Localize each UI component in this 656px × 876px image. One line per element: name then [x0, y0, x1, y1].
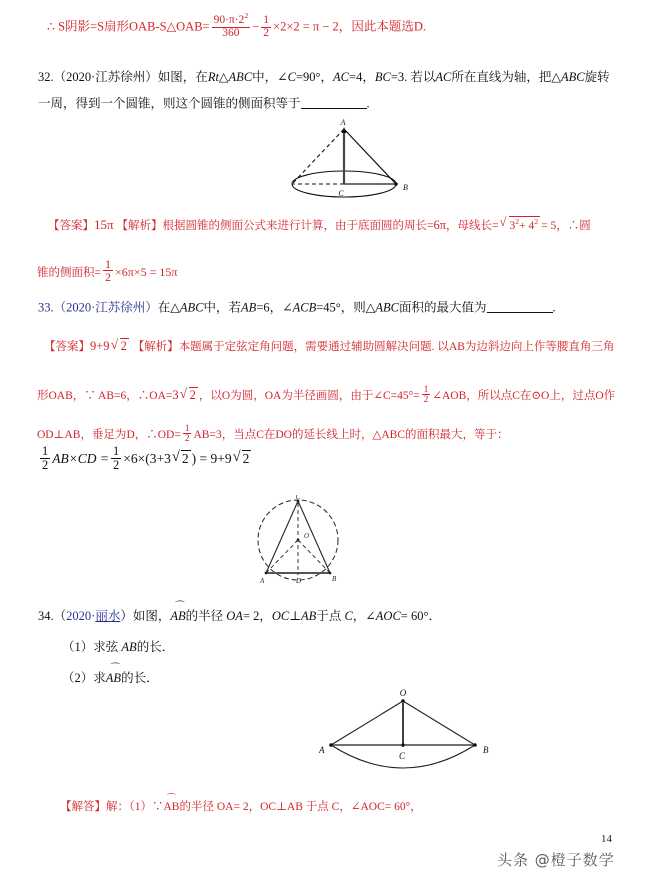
q33-text-5: 面积的最大值为	[399, 300, 487, 315]
a33-half-fraction: $\frac{1}{2}$	[423, 384, 429, 405]
a33-line2-j: ，所以点	[466, 389, 513, 402]
point-c-dot	[401, 743, 404, 746]
cone-label-a: A	[340, 118, 346, 127]
q33-abc: ABC	[179, 300, 204, 315]
a32-half-fraction: $\frac{1}{2}$	[105, 257, 111, 285]
bc-label: BC	[374, 70, 391, 84]
top-solution-line	[47, 12, 426, 40]
q33-acb: ACB	[292, 300, 317, 315]
label-c-top: C	[295, 495, 301, 501]
a33-perp-1: ⊥	[53, 428, 65, 441]
sector-label-c: C	[399, 751, 406, 761]
point-b-dot-2	[473, 743, 477, 747]
a33-do: DO	[275, 428, 292, 441]
q34-c: C	[344, 609, 353, 623]
a34-arc-ab: ⌒ AB	[164, 800, 180, 814]
q34-sub2-text: 求	[93, 671, 106, 685]
q33-answer-blank	[487, 300, 553, 313]
a34-text-7: = 60°，	[384, 801, 422, 813]
q33-text-2: 中，若	[203, 300, 242, 315]
q34-text-2: 的半径	[185, 609, 227, 623]
q33-period: .	[552, 300, 556, 315]
q34-source-open: （	[53, 609, 67, 623]
formula-sqrt-1: √ 2	[172, 450, 191, 467]
a32-equals-5: = 5	[541, 219, 557, 232]
a32-answer-value: 15π	[94, 216, 114, 232]
side-cb	[298, 501, 330, 573]
a32-sqrt-a: 3	[509, 219, 516, 232]
q34-text-3: = 2，	[242, 609, 272, 623]
q34-sub2-arc-ab: ⌒ AB	[106, 670, 121, 685]
q32-line1	[38, 70, 610, 84]
a33-line2-a: 形	[37, 389, 49, 402]
ac-label: AC	[333, 70, 350, 84]
a33-od-1: OD	[37, 428, 54, 441]
cone-figure	[275, 118, 445, 206]
formula-half-1: $\frac{1}{2}$	[42, 444, 49, 472]
formula-half-2: $\frac{1}{2}$	[113, 444, 120, 472]
formula-body-2: ×6×(3+3	[123, 451, 171, 467]
q33-line1	[38, 300, 556, 315]
a33-oa-2: OA	[264, 389, 282, 402]
top-solution-conclusion: 因此本题选	[351, 19, 414, 34]
sector-label-o: O	[399, 688, 407, 698]
q32-source: （2020·江苏徐州）	[53, 70, 158, 84]
a34-oc: OC	[260, 801, 277, 813]
q34-number: 34.	[38, 609, 54, 623]
a33-c-1: C	[382, 389, 391, 402]
q34-source-year: 2020	[66, 609, 92, 623]
point-b-dot	[394, 182, 398, 186]
a33-analysis-tag: 【解析】	[132, 341, 179, 353]
a33-text-1: 本题属于定弦定角问题，需要通过辅助圆解决问题. 以	[178, 341, 449, 353]
formula-close: ) = 9+9	[191, 451, 232, 467]
a33-line1	[44, 338, 614, 354]
a32-text-3: ，∴圆	[556, 219, 591, 232]
q34-aoc: AOC	[375, 609, 401, 623]
a34-text-2: 的半径	[179, 801, 217, 813]
q34-text-5: 于点	[316, 609, 345, 623]
q34-sub2-number: （2）	[62, 671, 94, 685]
a33-line2-l: 上，过点	[549, 389, 596, 402]
inscribed-triangle-figure	[238, 495, 418, 590]
a33-line3	[37, 424, 509, 444]
q32-text-c: =90°，	[295, 70, 334, 84]
a33-line3-c: ，垂足为	[80, 428, 127, 441]
q32-text-g: 旋转	[584, 70, 610, 84]
q34-sub2	[62, 670, 159, 685]
a33-d-1: D	[126, 428, 135, 441]
a33-line2-m: 作	[603, 389, 616, 402]
a33-line2-c: =6，∴	[114, 389, 150, 402]
q34-ab: AB	[301, 609, 317, 623]
a33-line2-d: =	[165, 389, 173, 402]
segment-ob	[298, 540, 330, 573]
a32-answer-tag: 【答案】	[48, 219, 94, 232]
q32-text-d: =4，	[349, 70, 375, 84]
a33-o-1: O	[221, 389, 231, 402]
q32-answer-blank	[301, 96, 367, 109]
top-solution-fraction: $\frac{90\cdot\pi\cdot 2^2}{360}$	[213, 11, 249, 39]
a32-sqrt-exp-a: 2	[515, 217, 520, 226]
sector-label-a: A	[319, 745, 325, 755]
q34-sub1	[62, 640, 174, 654]
a33-line3-i: 的面积最大，等于：	[405, 428, 509, 441]
abc-label: ABC	[228, 70, 253, 84]
a34-text-4: ⊥	[276, 801, 287, 813]
q32-number: 32.	[38, 70, 54, 84]
a33-oa: OA	[149, 389, 166, 402]
a33-line3-half-fraction: $\frac{1}{2}$	[184, 423, 190, 444]
q34-source-dot: ·	[91, 609, 96, 623]
a33-line3-d: ，∴	[134, 428, 158, 441]
q34-source-close: ）	[120, 609, 133, 623]
a33-text-2: 为边斜边向上作等腰直角三角	[464, 341, 615, 353]
a33-line2-f: 为圆，	[230, 389, 265, 402]
a33-formula	[38, 445, 252, 472]
minus-sign: −	[252, 19, 260, 34]
q34-oc: OC	[271, 609, 290, 623]
q32-line2	[38, 96, 370, 111]
a33-oa-value: 3	[172, 387, 179, 402]
a33-line3-g: 在	[263, 428, 276, 441]
a33-ab-2: AB	[98, 389, 115, 402]
top-solution-prefix: ∴ S阴影=S扇形OAB-S△OAB=	[47, 19, 210, 34]
vertex-dot-a	[265, 572, 268, 575]
q33-text-1: 在△	[157, 300, 180, 315]
a32-line2-prefix: 锥的侧面积=	[37, 266, 101, 279]
a34-ab: AB	[286, 801, 303, 813]
q34-sub1-number: （1）	[62, 640, 94, 654]
point-a-dot	[329, 743, 333, 747]
a34-answer-tag: 【解答】	[60, 801, 106, 813]
q32-text-a: 如图，在	[157, 70, 208, 84]
answer-choice: D	[413, 19, 423, 34]
cone-label-c: C	[338, 189, 344, 198]
q33-source: （2020·江苏徐州）	[53, 300, 158, 315]
a33-answer-tag: 【答案】	[44, 341, 90, 353]
a34-line1	[60, 800, 422, 814]
a33-line3-h: 的延长线上时，△	[292, 428, 382, 441]
cone-left-slant	[292, 129, 344, 184]
q32-text-b: 中，∠	[252, 70, 288, 84]
cone-svg	[275, 118, 445, 206]
a32-line1	[48, 216, 591, 233]
page-number: 14	[601, 833, 612, 845]
inscribed-triangle-svg	[238, 495, 418, 590]
q32-text-f: 所在直线为轴，把△	[451, 70, 561, 84]
segment-oa	[266, 540, 298, 573]
a33-ab-1: AB	[448, 341, 465, 353]
q34-source-city: 丽水	[95, 609, 121, 623]
cone-label-b: B	[403, 183, 408, 192]
arc-ab-label: ⌒ AB	[170, 608, 185, 623]
a33-line2-k: 在⊙	[519, 389, 542, 402]
a34-text-3: = 2，	[233, 801, 261, 813]
top-solution-comma: ，	[338, 19, 352, 34]
exponent: 2	[244, 11, 249, 20]
rt-label: Rt	[207, 70, 219, 84]
a34-text-1: 解：（1）∵	[106, 801, 164, 813]
q33-text-3: =6，∠	[256, 300, 293, 315]
a33-answer-sqrt: √ 2	[111, 338, 129, 353]
a33-line2-i: ∠	[432, 389, 442, 402]
a33-ab-3: AB	[64, 428, 81, 441]
a32-text-1: 根据圆锥的侧面公式来进行计算，由于底面圆的周长=	[162, 219, 434, 232]
q32-text-e: =3. 若以	[390, 70, 436, 84]
a33-aob: AOB	[441, 389, 467, 402]
a33-answer-value: 9+9	[90, 339, 110, 353]
label-a-left: A	[260, 577, 265, 585]
formula-body-1: AB×CD =	[52, 451, 110, 467]
one-half-fraction: $\frac{1}{2}$	[263, 13, 270, 39]
q34-sub1-tail: 的长．	[136, 640, 175, 654]
a33-line3-f: =3，当点	[209, 428, 257, 441]
watermark: 头条 @橙子数学	[497, 851, 615, 869]
a34-aoc: AOC	[360, 801, 385, 813]
c-label: C	[287, 70, 296, 84]
q34-sub2-tail: 的长．	[121, 671, 159, 685]
radius-oa	[331, 701, 403, 745]
a32-sqrt-plus: + 4	[519, 219, 535, 232]
center-dot-o	[297, 539, 300, 542]
a33-line2	[37, 385, 615, 405]
a32-circumference: 6π	[433, 217, 446, 232]
q34-text-6: ，∠	[352, 609, 376, 623]
a32-sqrt-exp-b: 2	[534, 217, 539, 226]
a34-text-6: ，∠	[339, 801, 361, 813]
q33-abc-2: ABC	[375, 300, 399, 315]
a32-text-2: ，母线长=	[446, 219, 499, 232]
a33-line2-e: ，以	[198, 389, 222, 402]
a33-oa-sqrt: √ 2	[180, 387, 198, 402]
a33-ab-4: AB	[193, 428, 210, 441]
q34-sub1-text: 求弦	[93, 640, 122, 654]
a33-line2-g: 为半径画圆，由于∠	[281, 389, 383, 402]
formula-sqrt-2: √ 2	[233, 450, 252, 467]
a34-text-5: 于点	[302, 801, 332, 813]
label-d-mid: D	[296, 577, 302, 585]
q34-line1	[38, 608, 441, 623]
q33-number: 33.	[38, 300, 54, 315]
a33-o-2: O	[541, 389, 550, 402]
a34-c: C	[331, 801, 340, 813]
label-b-right: B	[332, 575, 337, 583]
period: .	[422, 19, 426, 34]
abc-label-2: ABC	[561, 70, 585, 84]
q34-sub1-ab: AB	[121, 640, 137, 654]
top-solution-tail: ×2×2 = π − 2	[273, 19, 339, 34]
a33-line2-h: =45°=	[390, 389, 420, 402]
q32-text-h: 一周，得到一个圆锥，则这个圆锥的侧面积等于	[38, 96, 301, 111]
radius-ob	[403, 701, 475, 745]
q34-text-4: ⊥	[289, 609, 302, 623]
a33-c-3: C	[256, 428, 264, 441]
sector-label-b: B	[483, 745, 489, 755]
q34-text-7: = 60°．	[400, 609, 441, 623]
q32-period: .	[366, 96, 370, 111]
sector-svg	[305, 683, 515, 773]
triangle-symbol: △	[218, 70, 229, 84]
label-o-center: O	[304, 532, 310, 540]
sector-figure	[305, 683, 515, 773]
a32-analysis-tag: 【解析】	[116, 219, 163, 232]
cone-right-slant	[344, 129, 396, 184]
a33-abc-3: ABC	[381, 428, 405, 441]
q33-text-4: =45°，则△	[316, 300, 376, 315]
a33-c-2: C	[512, 389, 520, 402]
point-o-dot	[401, 699, 405, 703]
a34-oa: OA	[216, 801, 234, 813]
a33-line2-b: ，∵	[72, 389, 99, 402]
a32-line2	[37, 258, 177, 284]
a33-o-3: O	[595, 389, 604, 402]
vertex-dot-b	[329, 572, 332, 575]
a33-od-2: OD	[157, 428, 175, 441]
side-ca	[266, 501, 298, 573]
q34-oa: OA	[226, 609, 243, 623]
ac-label-2: AC	[435, 70, 452, 84]
q33-ab: AB	[241, 300, 257, 315]
a33-oab: OAB	[48, 389, 73, 402]
a32-sqrt	[500, 216, 541, 233]
a32-line2-tail: ×6π×5 = 15π	[115, 264, 178, 279]
a33-line3-e: =	[174, 428, 181, 441]
q34-text-1: 如图，	[132, 609, 171, 623]
